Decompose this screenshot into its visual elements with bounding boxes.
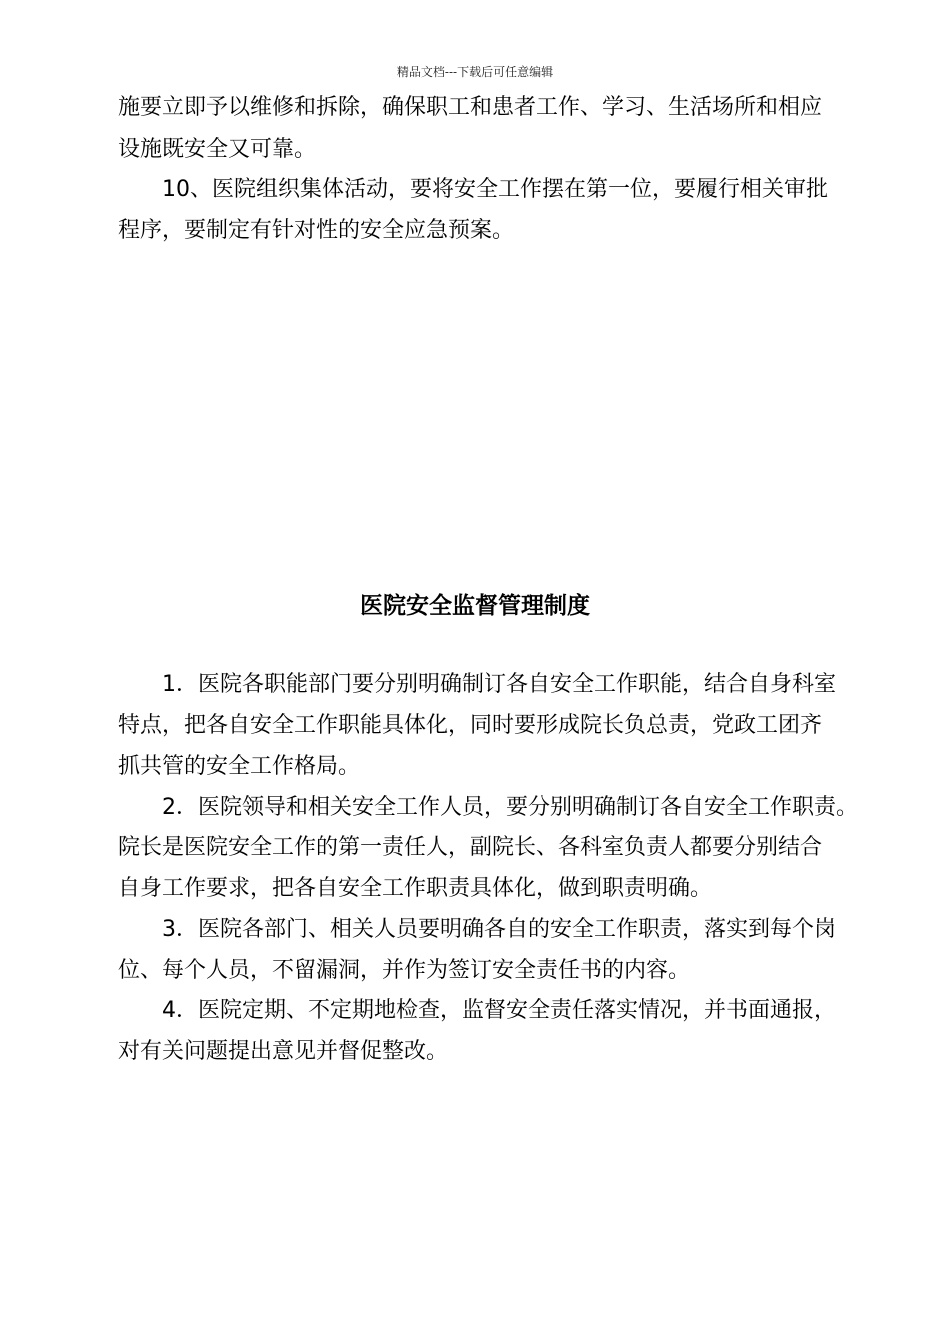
item-3-start: 3．医院各部门、相关人员要明确各自的安全工作职责，落实到每个岗 — [162, 917, 836, 942]
text-line: 设施既安全又可靠。 — [118, 137, 317, 162]
document-title: 医院安全监督管理制度 — [360, 593, 590, 619]
page-header: 精品文档---下载后可任意编辑 — [396, 65, 554, 79]
text-line: 对有关问题提出意见并督促整改。 — [118, 1039, 449, 1064]
item-1-start: 1．医院各职能部门要分别明确制订各自安全工作职能，结合自身科室 — [162, 672, 836, 697]
text-line: 院长是医院安全工作的第一责任人，副院长、各科室负责人都要分别结合 — [118, 835, 823, 860]
paragraph-10-start: 10、医院组织集体活动，要将安全工作摆在第一位，要履行相关审批 — [162, 177, 828, 202]
text-line: 位、每个人员，不留漏洞，并作为签订安全责任书的内容。 — [118, 958, 691, 983]
text-line: 施要立即予以维修和拆除，确保职工和患者工作、学习、生活场所和相应 — [118, 95, 823, 120]
item-2-start: 2．医院领导和相关安全工作人员，要分别明确制订各自安全工作职责。 — [162, 795, 858, 820]
text-line: 特点，把各自安全工作职能具体化，同时要形成院长负总责，党政工团齐 — [118, 713, 823, 738]
text-line: 程序，要制定有针对性的安全应急预案。 — [118, 218, 515, 243]
text-line: 自身工作要求，把各自安全工作职责具体化，做到职责明确。 — [118, 876, 713, 901]
text-line: 抓共管的安全工作格局。 — [118, 754, 361, 779]
item-4-start: 4．医院定期、不定期地检查，监督安全责任落实情况，并书面通报， — [162, 998, 836, 1023]
